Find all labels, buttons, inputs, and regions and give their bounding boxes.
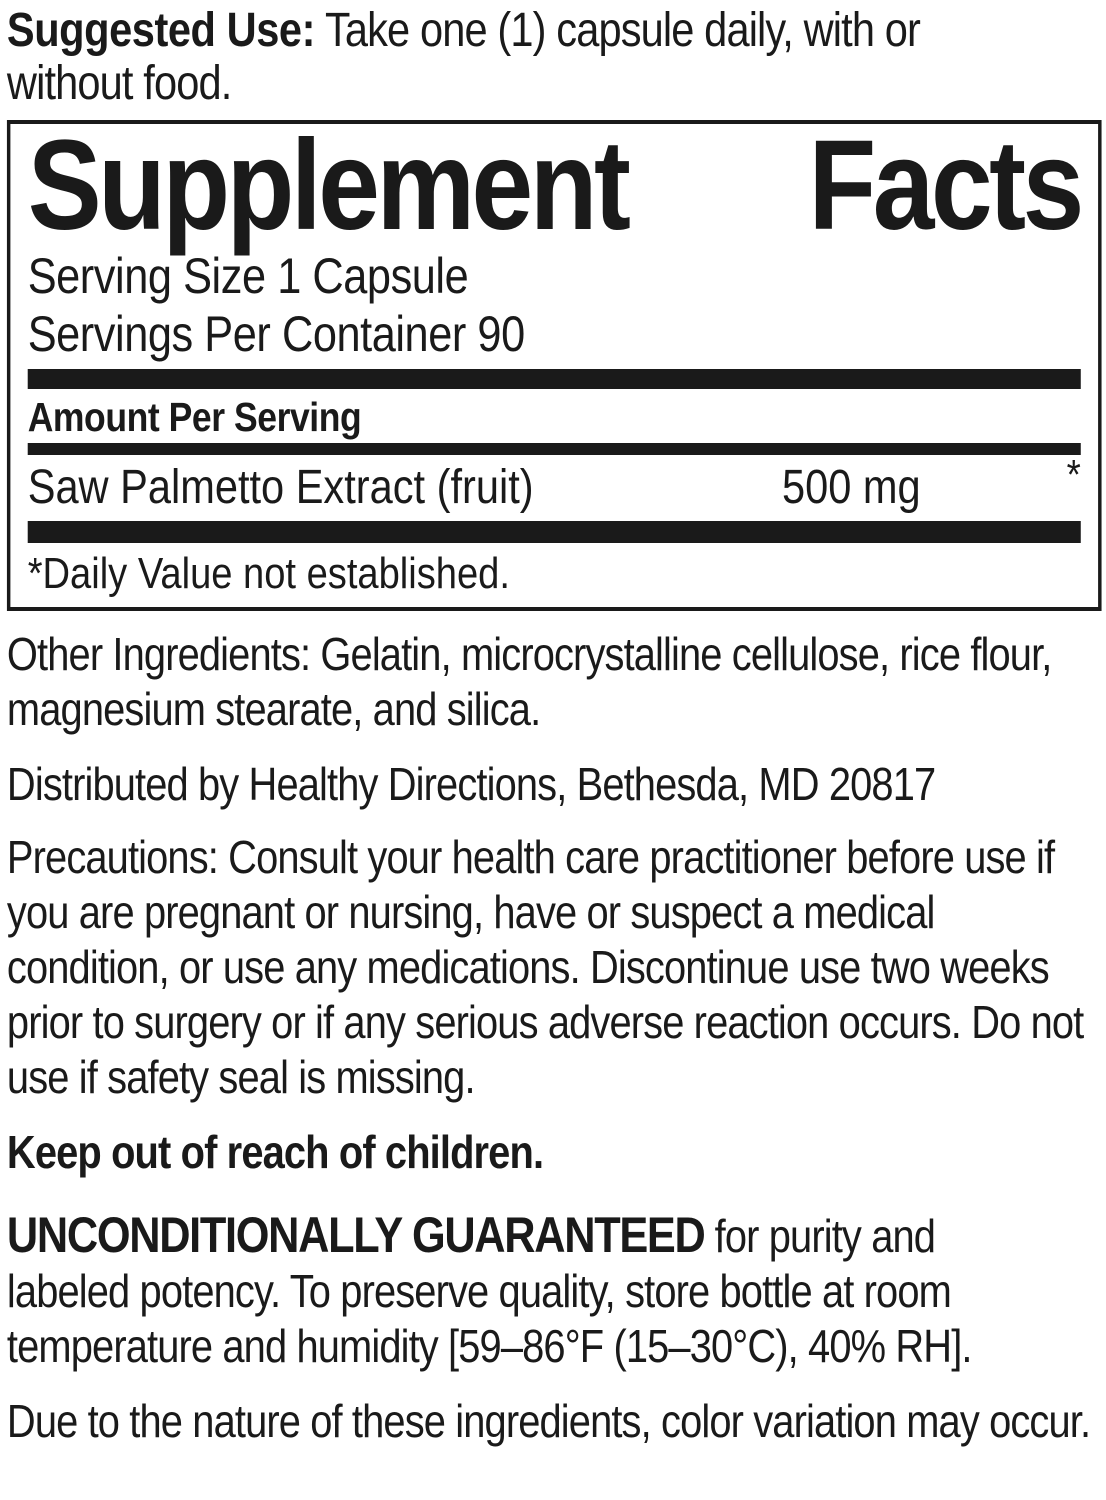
precautions-text: Consult your health care practitioner before use if you are pregnant or nursing, have or suspect a medical condition, or use any medications. Discontinue use two weeks prior to surgery or if any serious adverse reaction occurs. Do not use if safety seal is missing. <box>6 830 1084 1103</box>
other-ingredients-label: Other Ingredients: <box>6 627 311 680</box>
ingredient-row <box>27 450 1081 514</box>
ingredient-daily-value-asterisk: * <box>1066 450 1081 498</box>
other-ingredients-paragraph <box>7 627 1102 737</box>
other-ingredients-text: Gelatin, microcrystalline cellulose, rice flour, magnesium stearate, and silica. <box>6 627 1052 735</box>
supplement-facts-title <box>27 114 1081 257</box>
divider-bar-top <box>28 369 1081 389</box>
guarantee-paragraph <box>7 1208 1046 1374</box>
keep-out-of-reach-line: Keep out of reach of children. <box>6 1125 544 1178</box>
guarantee-bold-text: UNCONDITIONALLY GUARANTEED <box>6 1206 705 1263</box>
divider-bar-middle <box>28 443 1081 455</box>
ingredient-name: Saw Palmetto Extract (fruit) <box>27 460 534 514</box>
distributed-by-line: Distributed by Healthy Directions, Bethesda, MD 20817 <box>6 757 936 810</box>
amount-per-serving-header: Amount Per Serving <box>27 393 362 440</box>
title-word-supplement: Supplement <box>27 114 628 257</box>
precautions-label: Precautions: <box>6 830 218 883</box>
suggested-use-label: Suggested Use: <box>6 4 316 57</box>
servings-per-container-line: Servings Per Container 90 <box>27 305 525 362</box>
daily-value-footnote: *Daily Value not established. <box>27 548 510 598</box>
suggested-use-text: Take one (1) capsule daily, with or without food. <box>6 4 921 110</box>
ingredient-amount: 500 mg <box>781 460 921 514</box>
divider-bar-bottom <box>28 521 1081 543</box>
guarantee-rest-text: for purity and labeled potency. To preserve quality, store bottle at room temperature and humidity [59–86°F (15–30°C), 40% RH]. <box>6 1209 972 1372</box>
precautions-paragraph <box>7 830 1102 1105</box>
serving-size-line: Serving Size 1 Capsule <box>27 247 469 304</box>
suggested-use-paragraph <box>7 4 960 110</box>
serving-info <box>27 247 1081 362</box>
title-word-facts: Facts <box>808 114 1081 257</box>
color-variation-paragraph: Due to the nature of these ingredients, color variation may occur. <box>6 1394 1091 1447</box>
supplement-facts-panel <box>7 114 1102 611</box>
